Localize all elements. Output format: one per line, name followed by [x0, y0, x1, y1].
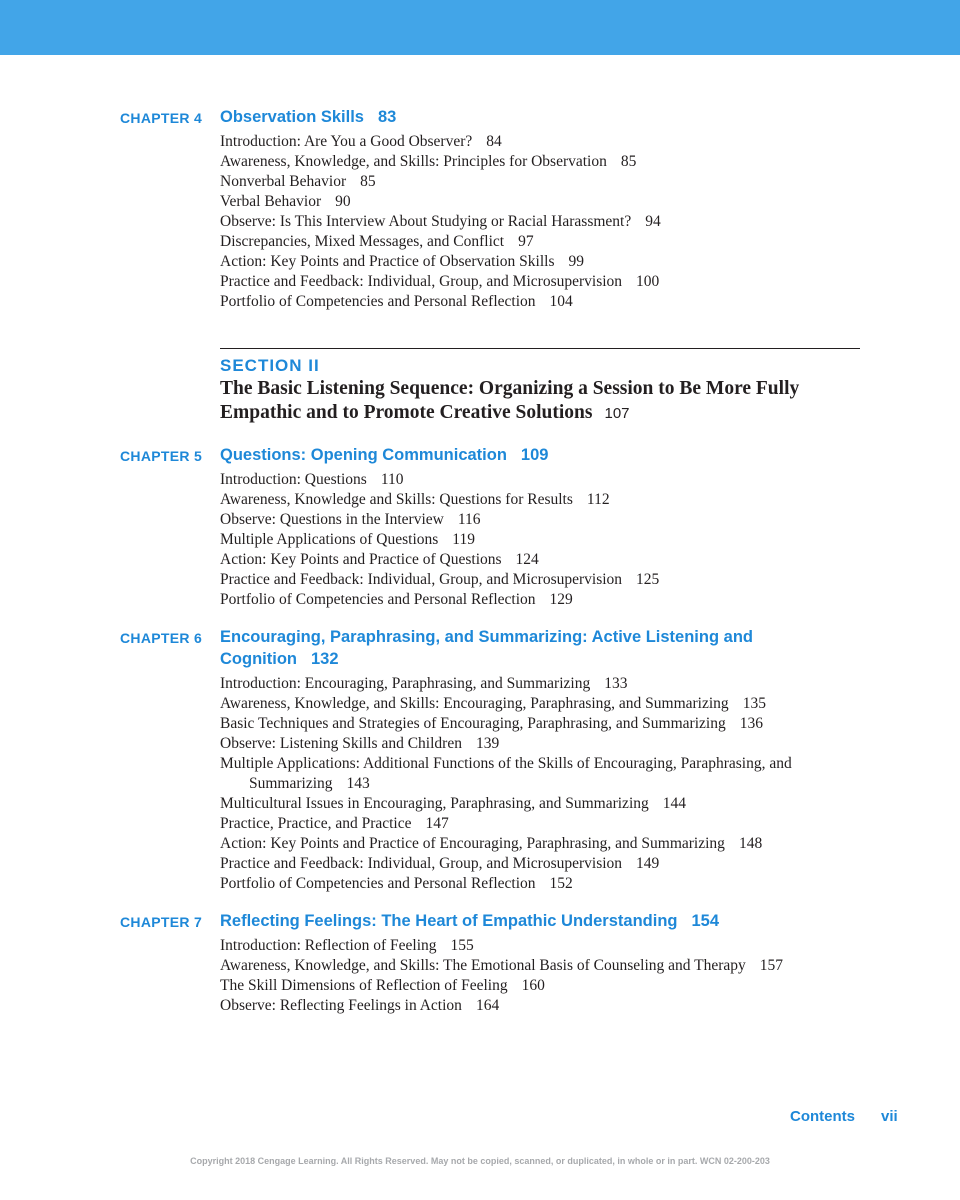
chapter-block	[0, 444, 960, 610]
section-title-line2: Empathic and to Promote Creative Solutions	[220, 402, 593, 423]
chapter-page-number: 154	[691, 912, 720, 930]
toc-entry-page: 139	[475, 735, 500, 752]
toc-entry-text: Observe: Listening Skills and Children	[220, 735, 462, 752]
toc-entry	[220, 754, 860, 794]
toc-entry	[220, 874, 860, 894]
toc-entry-page: 97	[518, 233, 534, 250]
toc-entry	[220, 976, 860, 996]
chapter-label: CHAPTER 6	[120, 630, 203, 646]
toc-entry	[220, 252, 860, 272]
chapter-group-a	[0, 106, 960, 312]
toc-entry-page: 104	[549, 293, 573, 310]
chapter-block	[0, 106, 960, 312]
toc-entry-text: Observe: Is This Interview About Studying or Racial Harassment?	[220, 213, 632, 230]
toc-entry-text: Practice and Feedback: Individual, Group, and Microsupervision	[220, 571, 623, 588]
toc-entry	[220, 550, 860, 570]
toc-entry-text: Portfolio of Competencies and Personal Reflection	[220, 875, 536, 892]
toc-entry	[220, 996, 860, 1016]
toc-entry-page: 148	[738, 835, 763, 852]
toc-entry-page: 144	[662, 795, 686, 812]
toc-entry	[220, 272, 860, 292]
chapter-title-text: Questions: Opening Communication	[220, 446, 507, 464]
toc-entry-text: Nonverbal Behavior	[220, 173, 347, 190]
toc-entry-text: Observe: Questions in the Interview	[220, 511, 444, 528]
section-label: SECTION II	[220, 356, 320, 375]
toc-entry	[220, 510, 860, 530]
toc-entry-text: Multiple Applications of Questions	[220, 531, 439, 548]
footer-page-number: vii	[881, 1108, 898, 1125]
chapter-label: CHAPTER 5	[120, 448, 203, 464]
toc-entry	[220, 814, 860, 834]
section-title	[220, 377, 860, 426]
chapter-block	[0, 910, 960, 1016]
table-of-contents	[0, 106, 960, 1032]
toc-entry	[220, 232, 860, 252]
toc-entry-page: 125	[636, 571, 660, 588]
toc-entry	[220, 490, 860, 510]
toc-entry-text: Awareness, Knowledge, and Skills: Encouraging, Paraphrasing, and Summarizing	[220, 695, 729, 712]
toc-entry-page: 149	[636, 855, 660, 872]
toc-entry	[220, 132, 860, 152]
toc-entry-page: 124	[515, 551, 539, 568]
chapter-entries	[220, 470, 860, 610]
toc-entry-text: Introduction: Reflection of Feeling	[220, 937, 437, 954]
toc-entry	[220, 854, 860, 874]
toc-entry-text: Awareness, Knowledge, and Skills: The Emotional Basis of Counseling and Therapy	[220, 957, 746, 974]
toc-entry-page: 100	[636, 273, 660, 290]
section-page-number: 107	[604, 405, 630, 422]
toc-entry-page: 129	[549, 591, 573, 608]
toc-entry-text: Practice and Feedback: Individual, Group, and Microsupervision	[220, 273, 623, 290]
toc-entry-text: Verbal Behavior	[220, 193, 322, 210]
toc-entry-page: 110	[380, 471, 404, 488]
chapter-title	[220, 106, 820, 128]
chapter-title-text: Reflecting Feelings: The Heart of Empathic Understanding	[220, 912, 678, 930]
toc-entry-text: Portfolio of Competencies and Personal Reflection	[220, 293, 536, 310]
toc-entry-page: 135	[742, 695, 766, 712]
header-color-bar	[0, 0, 960, 55]
toc-entry-text: Awareness, Knowledge, and Skills: Principles for Observation	[220, 153, 607, 170]
toc-entry-page: 147	[425, 815, 449, 832]
toc-entry-page: 155	[450, 937, 474, 954]
toc-entry-page: 99	[568, 253, 584, 270]
toc-entry	[220, 152, 860, 172]
toc-entry	[220, 794, 860, 814]
copyright-notice: Copyright 2018 Cengage Learning. All Rights Reserved. May not be copied, scanned, or duplicated, in whole or in part. WCN 02-200-203	[190, 1156, 770, 1166]
chapter-group-b	[0, 444, 960, 1016]
chapter-page-number: 109	[520, 446, 549, 464]
footer-contents-label: Contents	[790, 1108, 855, 1125]
toc-entry-page: 85	[620, 153, 637, 170]
toc-entry-text: Action: Key Points and Practice of Questions	[220, 551, 502, 568]
toc-entry	[220, 192, 860, 212]
chapter-page-number: 83	[377, 108, 397, 126]
toc-entry	[220, 834, 860, 854]
toc-entry-text: Introduction: Encouraging, Paraphrasing, and Summarizing	[220, 675, 591, 692]
toc-entry-text: Action: Key Points and Practice of Observation Skills	[220, 253, 555, 270]
toc-entry-text: Basic Techniques and Strategies of Encouraging, Paraphrasing, and Summarizing	[220, 715, 726, 732]
chapter-page-number: 132	[310, 650, 339, 668]
toc-entry	[220, 956, 860, 976]
chapter-entries	[220, 936, 860, 1016]
toc-entry-text: Action: Key Points and Practice of Encouraging, Paraphrasing, and Summarizing	[220, 835, 725, 852]
toc-entry-page: 119	[452, 531, 475, 548]
section-heading	[220, 348, 860, 426]
toc-entry	[220, 590, 860, 610]
toc-entry-page: 116	[457, 511, 481, 528]
chapter-entries	[220, 132, 860, 312]
chapter-title	[220, 444, 820, 466]
toc-entry-text: Discrepancies, Mixed Messages, and Conflict	[220, 233, 505, 250]
chapter-label: CHAPTER 4	[120, 110, 203, 126]
toc-entry-text: Practice and Feedback: Individual, Group, and Microsupervision	[220, 855, 623, 872]
toc-entry	[220, 714, 860, 734]
toc-entry-text: Portfolio of Competencies and Personal Reflection	[220, 591, 536, 608]
chapter-title	[220, 626, 820, 670]
toc-entry-text: Introduction: Questions	[220, 471, 367, 488]
chapter-block	[0, 626, 960, 894]
toc-entry	[220, 734, 860, 754]
toc-entry-text: Introduction: Are You a Good Observer?	[220, 133, 473, 150]
toc-entry-text: Practice, Practice, and Practice	[220, 815, 412, 832]
toc-entry-page: 164	[475, 997, 500, 1014]
toc-entry	[220, 172, 860, 192]
toc-entry-text: Awareness, Knowledge and Skills: Questions for Results	[220, 491, 573, 508]
chapter-title-text: Encouraging, Paraphrasing, and Summarizing: Active Listening and Cognition	[220, 628, 753, 668]
toc-entry	[220, 674, 860, 694]
toc-entry	[220, 470, 860, 490]
toc-entry-page: 143	[346, 775, 370, 792]
toc-entry-page: 157	[759, 957, 784, 974]
chapter-title-text: Observation Skills	[220, 108, 364, 126]
chapter-title	[220, 910, 820, 932]
chapter-entries	[220, 674, 860, 894]
toc-entry-page: 85	[360, 173, 376, 190]
toc-entry-text: Observe: Reflecting Feelings in Action	[220, 997, 462, 1014]
running-footer	[790, 1108, 898, 1125]
toc-entry-page: 160	[521, 977, 545, 994]
toc-entry-page: 90	[335, 193, 351, 210]
toc-entry-page: 136	[739, 715, 763, 732]
toc-entry-text: Multiple Applications: Additional Functions of the Skills of Encouraging, Paraphrasing, and Summarizing	[220, 755, 792, 792]
toc-entry	[220, 212, 860, 232]
toc-entry-page: 94	[645, 213, 661, 230]
toc-entry-page: 112	[586, 491, 610, 508]
section-title-line1: The Basic Listening Sequence: Organizing a Session to Be More Fully	[220, 378, 800, 399]
toc-entry	[220, 936, 860, 956]
toc-entry-text: Multicultural Issues in Encouraging, Paraphrasing, and Summarizing	[220, 795, 649, 812]
toc-entry-page: 152	[549, 875, 573, 892]
toc-entry-page: 133	[604, 675, 628, 692]
toc-entry	[220, 530, 860, 550]
toc-entry-text: The Skill Dimensions of Reflection of Feeling	[220, 977, 508, 994]
toc-entry	[220, 292, 860, 312]
toc-entry	[220, 570, 860, 590]
toc-entry-page: 84	[486, 133, 502, 150]
toc-entry	[220, 694, 860, 714]
chapter-label: CHAPTER 7	[120, 914, 203, 930]
